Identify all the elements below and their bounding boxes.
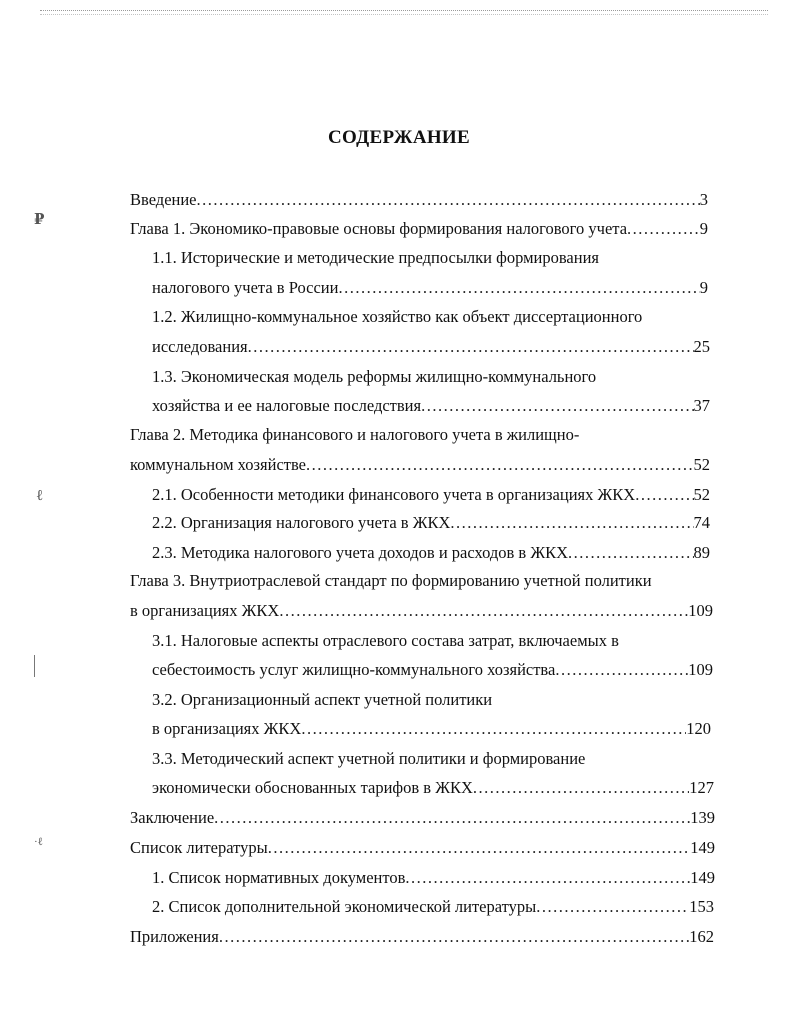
toc-page: 9: [699, 219, 708, 238]
toc-leader: [279, 596, 688, 626]
toc-text: 1.2. Жилищно-коммунальное хозяйство как объект диссертационного: [152, 307, 643, 326]
toc-page: 52: [693, 455, 710, 474]
toc-text: в организациях ЖКХ: [152, 719, 302, 738]
toc-entry-chapter-3-line1: [130, 566, 652, 596]
toc-page: 127: [689, 778, 714, 797]
toc-page: 109: [688, 660, 713, 679]
toc-page: 74: [693, 513, 710, 532]
toc-leader: [627, 214, 700, 244]
toc-text: 2. Список дополнительной экономической литературы: [152, 897, 537, 916]
toc-leader: [473, 773, 689, 803]
toc-page: 25: [693, 337, 710, 356]
toc-leader: [555, 655, 688, 685]
toc-text: Глава 3. Внутриотраслевой стандарт по формированию учетной политики: [130, 571, 652, 590]
toc-page: 52: [693, 485, 710, 504]
toc-page: 153: [689, 897, 714, 916]
toc-entry-chapter-1: [130, 214, 708, 244]
toc-entry-2-1: [152, 480, 710, 510]
toc-entry-1-2-line2: [152, 332, 710, 362]
toc-page: 139: [690, 808, 715, 827]
toc-text: экономически обоснованных тарифов в ЖКХ: [152, 778, 473, 797]
toc-entry-intro: [130, 185, 708, 215]
toc-entry-3-2-line1: [152, 685, 492, 715]
toc-leader: [405, 863, 690, 893]
toc-leader: [197, 185, 700, 215]
scan-top-edge: [40, 0, 768, 11]
margin-mark-bar: [34, 655, 35, 677]
toc-entry-1-3-line2: [152, 391, 710, 421]
toc-leader: [450, 508, 693, 538]
toc-text: 1.1. Исторические и методические предпосылки формирования: [152, 248, 599, 267]
toc-entry-1-3-line1: [152, 362, 596, 392]
toc-page: 109: [688, 601, 713, 620]
margin-mark-1: ₽: [34, 212, 45, 228]
toc-text: Глава 2. Методика финансового и налогового учета в жилищно-: [130, 425, 580, 444]
toc-page: 9: [699, 278, 708, 297]
toc-text: в организациях ЖКХ: [130, 601, 280, 620]
toc-text: 2.1. Особенности методики финансового учета в организациях ЖКХ: [152, 485, 636, 504]
toc-entry-chapter-2-line1: [130, 420, 579, 450]
toc-entry-3-1-line1: [152, 626, 619, 656]
toc-text: 3.3. Методический аспект учетной политики и формирование: [152, 749, 586, 768]
toc-leader: [214, 803, 690, 833]
toc-entry-1-1-line2: [152, 273, 708, 303]
toc-text: коммунальном хозяйстве: [130, 455, 306, 474]
toc-entry-1-1-line1: [152, 243, 599, 273]
toc-text: 3.2. Организационный аспект учетной политики: [152, 690, 493, 709]
toc-page: 149: [690, 838, 715, 857]
toc-text: Заключение: [130, 808, 215, 827]
toc-text: 1.3. Экономическая модель реформы жилищно-коммунального: [152, 367, 597, 386]
toc-entry-2-2: [152, 508, 710, 538]
toc-page: 149: [690, 868, 715, 887]
toc-text: хозяйства и ее налоговые последствия: [152, 396, 422, 415]
toc-entry-3-3-line2: [152, 773, 714, 803]
toc-entry-1-2-line1: [152, 302, 642, 332]
toc-text: 3.1. Налоговые аспекты отраслевого состава затрат, включаемых в: [152, 631, 619, 650]
margin-mark-2: ℓ: [36, 488, 44, 504]
toc-text: Введение: [130, 190, 197, 209]
toc-text: Список литературы: [130, 838, 268, 857]
toc-page: 89: [693, 543, 710, 562]
toc-leader: [635, 480, 693, 510]
toc-text: исследования: [152, 337, 248, 356]
toc-leader: [306, 450, 694, 480]
toc-text: налогового учета в России: [152, 278, 339, 297]
page-title: СОДЕРЖАНИЕ: [328, 127, 470, 148]
toc-entry-references: [130, 833, 715, 863]
toc-leader: [219, 922, 689, 952]
toc-page: 162: [689, 927, 714, 946]
toc-text: Глава 1. Экономико-правовые основы формирования налогового учета: [130, 219, 628, 238]
toc-leader: [338, 273, 699, 303]
toc-entry-chapter-3-line2: [130, 596, 713, 626]
toc-page: 3: [699, 190, 708, 209]
toc-entry-3-1-line2: [152, 655, 713, 685]
toc-leader: [536, 892, 689, 922]
toc-entry-3-2-line2: [152, 714, 711, 744]
toc-leader: [568, 538, 693, 568]
toc-text: себестоимость услуг жилищно-коммунального хозяйства: [152, 660, 556, 679]
scan-top-edge-inner: [40, 14, 768, 15]
toc-entry-references-2: [152, 892, 714, 922]
margin-mark-3: ·ℓ: [34, 836, 43, 848]
toc-leader: [421, 391, 693, 421]
toc-page: 37: [693, 396, 710, 415]
toc-entry-conclusion: [130, 803, 715, 833]
toc-leader: [248, 332, 694, 362]
toc-entry-2-3: [152, 538, 710, 568]
toc-entry-chapter-2-line2: [130, 450, 710, 480]
toc-leader: [301, 714, 686, 744]
toc-entry-references-1: [152, 863, 715, 893]
toc-entry-3-3-line1: [152, 744, 585, 774]
toc-entry-appendix: [130, 922, 714, 952]
toc-text: 2.3. Методика налогового учета доходов и расходов в ЖКХ: [152, 543, 569, 562]
toc-text: 1. Список нормативных документов: [152, 868, 406, 887]
toc-page: 120: [686, 719, 711, 738]
toc-text: Приложения: [130, 927, 219, 946]
toc-leader: [268, 833, 691, 863]
toc-text: 2.2. Организация налогового учета в ЖКХ: [152, 513, 451, 532]
